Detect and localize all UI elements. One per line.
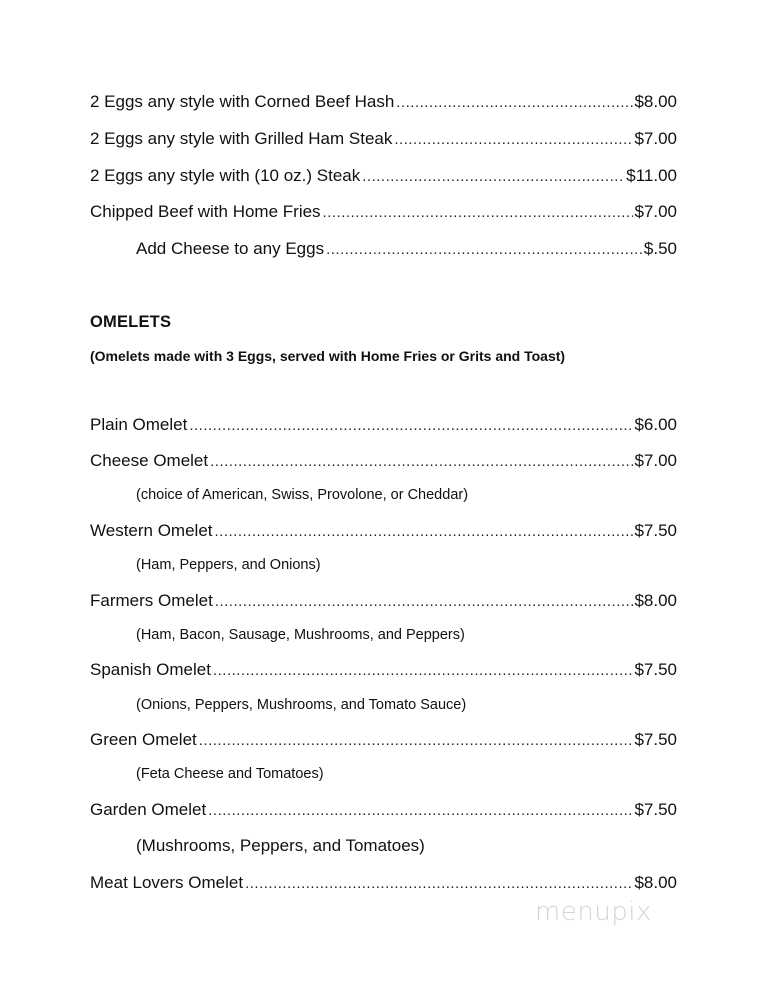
menu-item-row [90,413,677,437]
menu-item-row [90,90,677,114]
menu-item-row [90,519,677,543]
dot-leader [362,165,625,189]
menu-item-price: $8.00 [634,591,677,610]
menu-item-description: (Feta Cheese and Tomatoes) [136,766,324,782]
menu-item-row [90,871,677,895]
menu-item-price: $7.50 [634,800,677,819]
menu-item-name: Chipped Beef with Home Fries [90,202,321,221]
dot-leader [245,872,633,896]
dot-leader [199,729,634,753]
dot-leader [396,91,633,115]
menu-item-name: 2 Eggs any style with Corned Beef Hash [90,92,395,111]
addon-price: $.50 [643,239,677,258]
section-subtitle: (Omelets made with 3 Eggs, served with Home Fries or Grits and Toast) [90,348,566,364]
section-title: OMELETS [90,313,172,331]
menu-item-row [90,200,677,224]
menu-item-price: $8.00 [634,92,677,111]
menu-item-name: Meat Lovers Omelet [90,873,244,892]
dot-leader [213,659,634,683]
addon-row [136,237,677,261]
watermark-logo: menupix [535,897,652,927]
menu-item-price: $6.00 [634,415,677,434]
menu-item-description: (Ham, Bacon, Sausage, Mushrooms, and Peppers) [136,627,465,643]
dot-leader [394,128,633,152]
dot-leader [215,590,634,614]
menu-item-name: Plain Omelet [90,415,188,434]
menu-item-description: (Onions, Peppers, Mushrooms, and Tomato Sauce) [136,697,467,713]
menu-item-price: $7.00 [634,451,677,470]
menu-item-name: Garden Omelet [90,800,207,819]
menu-item-name: 2 Eggs any style with (10 oz.) Steak [90,166,361,185]
menu-item-price: $7.00 [634,202,677,221]
dot-leader [210,450,633,474]
menu-item-row [90,127,677,151]
dot-leader [326,238,643,262]
menu-item-row [90,658,677,682]
dot-leader [323,201,634,225]
menu-item-row [90,798,677,822]
menu-item-name: Western Omelet [90,521,213,540]
menu-item-description: (Ham, Peppers, and Onions) [136,557,321,573]
menu-item-name: Cheese Omelet [90,451,209,470]
menu-item-row [90,449,677,473]
menu-item-price: $8.00 [634,873,677,892]
dot-leader [189,414,633,438]
menu-item-description: (Mushrooms, Peppers, and Tomatoes) [136,836,425,855]
menu-item-name: Spanish Omelet [90,660,211,679]
menu-item-row [90,164,677,188]
addon-name: Add Cheese to any Eggs [136,239,325,258]
menu-item-description: (choice of American, Swiss, Provolone, or Cheddar) [136,487,469,503]
menu-item-price: $7.00 [634,129,677,148]
menu-item-row [90,589,677,613]
menu-item-price: $7.50 [634,730,677,749]
dot-leader [208,799,633,823]
menu-item-price: $11.00 [626,166,677,185]
dot-leader [215,520,634,544]
menu-item-price: $7.50 [634,660,677,679]
menu-item-name: 2 Eggs any style with Grilled Ham Steak [90,129,393,148]
menu-item-name: Farmers Omelet [90,591,213,610]
menu-item-row [90,728,677,752]
menu-item-price: $7.50 [634,521,677,540]
menu-item-name: Green Omelet [90,730,197,749]
